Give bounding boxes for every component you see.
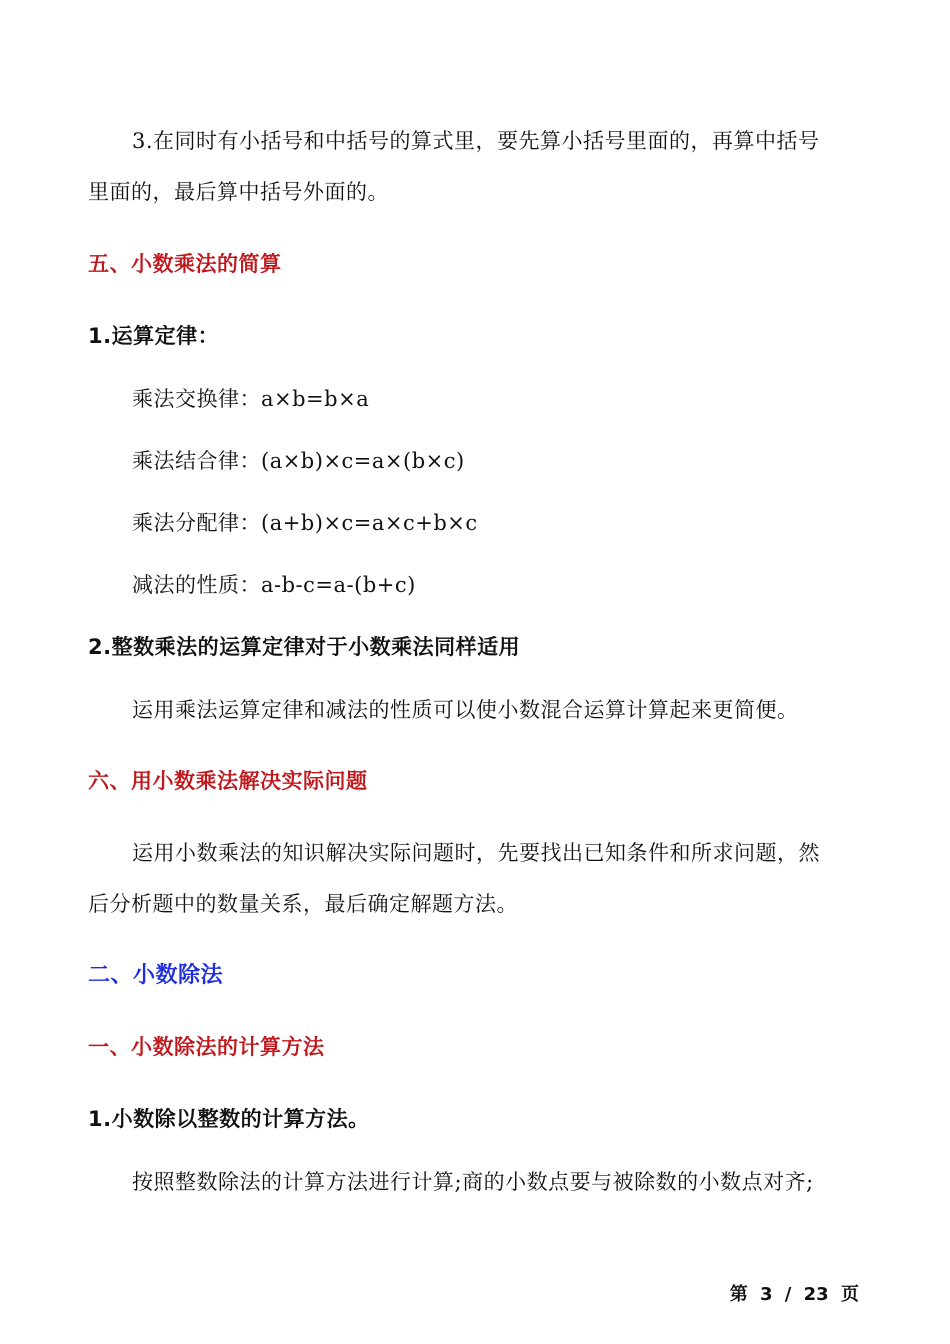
page-number bbox=[727, 1280, 862, 1306]
page-prefix: 第 bbox=[729, 1284, 748, 1305]
subheading: 1.运算定律： bbox=[88, 324, 220, 348]
page-total: 23 bbox=[803, 1284, 829, 1305]
paragraph-line: 按照整数除法的计算方法进行计算;商的小数点要与被除数的小数点对齐; bbox=[132, 1170, 814, 1194]
law-distributive: 乘法分配律：(a+b)×c=a×c+b×c bbox=[132, 511, 478, 535]
page-suffix: 页 bbox=[841, 1284, 859, 1305]
law-commutative: 乘法交换律：a×b=b×a bbox=[132, 387, 370, 411]
page-current: 3 bbox=[759, 1284, 773, 1305]
paragraph-line: 里面的，最后算中括号外面的。 bbox=[88, 180, 389, 204]
subheading: 2.整数乘法的运算定律对于小数乘法同样适用 bbox=[88, 635, 521, 659]
subheading: 1.小数除以整数的计算方法。 bbox=[88, 1107, 370, 1131]
chapter-heading: 二、小数除法 bbox=[88, 963, 224, 988]
paragraph-line: 后分析题中的数量关系，最后确定解题方法。 bbox=[88, 892, 518, 916]
paragraph-line: 3.在同时有小括号和中括号的算式里，要先算小括号里面的，再算中括号 bbox=[132, 129, 820, 153]
paragraph-line: 运用乘法运算定律和减法的性质可以使小数混合运算计算起来更简便。 bbox=[132, 698, 799, 722]
paragraph-line: 运用小数乘法的知识解决实际问题时，先要找出已知条件和所求问题，然 bbox=[132, 841, 820, 865]
law-associative: 乘法结合律：(a×b)×c=a×(b×c) bbox=[132, 449, 465, 473]
section-heading: 一、小数除法的计算方法 bbox=[88, 1035, 325, 1059]
page-separator: / bbox=[784, 1284, 792, 1305]
section-heading: 六、用小数乘法解决实际问题 bbox=[88, 769, 368, 793]
section-heading: 五、小数乘法的简算 bbox=[88, 252, 282, 276]
law-subtraction: 减法的性质：a-b-c=a-(b+c) bbox=[132, 573, 416, 597]
